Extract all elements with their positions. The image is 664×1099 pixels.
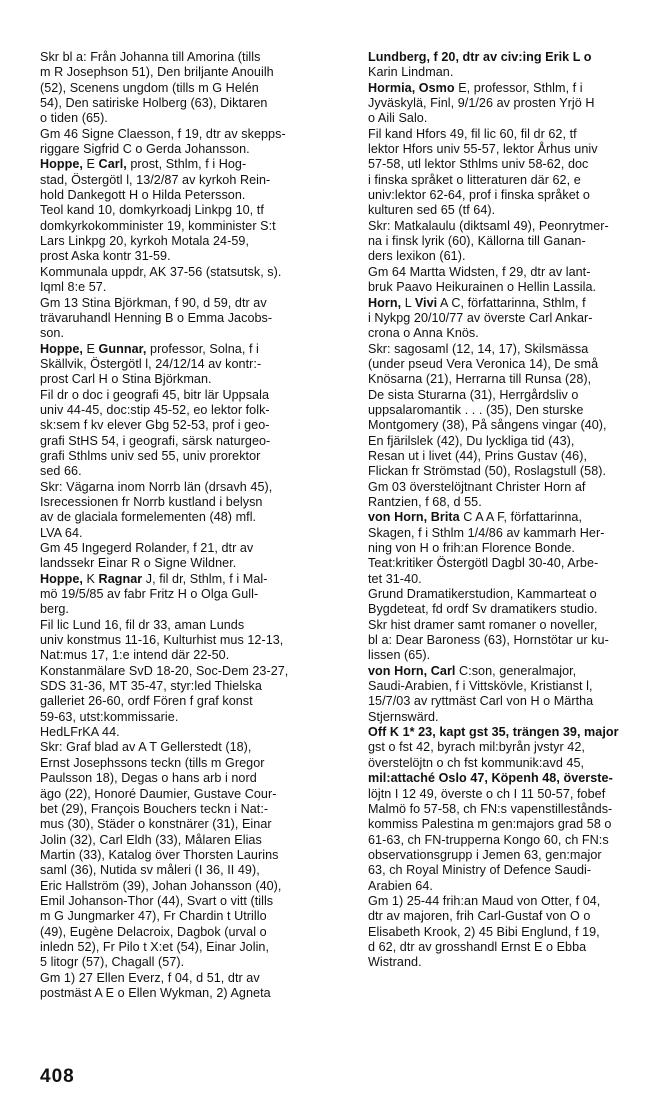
right-column-text-line (368, 648, 660, 663)
right-column-text-line (368, 863, 660, 878)
text-segment: Gm 1) 27 Ellen Everz, f 04, d 51, dtr av (40, 970, 260, 985)
text-segment: o Aili Salo. (368, 111, 428, 126)
text-segment: mus (30), Städer o konstnärer (31), Einar (40, 817, 272, 832)
left-column-text-line (40, 740, 350, 755)
text-segment: Emil Johanson-Thor (44), Svart o vitt (tills (40, 893, 274, 908)
text-segment: Skr: Vägarna inom Norrb län (drsavh 45), (40, 479, 273, 494)
left-column-text-line (40, 127, 350, 142)
text-segment: Montgomery (38), På sångens vingar (40), (368, 418, 607, 433)
right-column (368, 50, 660, 971)
right-column-text-line (368, 50, 660, 65)
right-column-text-line (368, 817, 660, 832)
left-column-text-line (40, 986, 350, 1001)
left-column-text-line (40, 142, 350, 157)
text-segment: ders lexikon (61). (368, 249, 466, 264)
left-column-text-line (40, 96, 350, 111)
left-column-text-line (40, 909, 350, 924)
right-column-text-line (368, 771, 660, 786)
text-segment: tet 31-40. (368, 571, 422, 586)
text-segment: Gm 45 Ingegerd Rolander, f 21, dtr av (40, 541, 254, 555)
text-segment: Fil lic Lund 16, fil dr 33, aman Lunds (40, 617, 245, 632)
bold-text-segment: Vivi (414, 295, 438, 310)
text-segment: SDS 31-36, MT 35-47, styr:led Thielska (40, 679, 262, 694)
right-column-text-line (368, 694, 660, 709)
text-segment: Skr bl a: Från Johanna till Amorina (tills (40, 50, 261, 64)
right-column-text-line (368, 311, 660, 326)
text-segment: 63, ch Royal Ministry of Defence Saudi- (368, 863, 592, 878)
text-segment: Kommunala uppdr, AK 37-56 (statsutsk, s). (40, 264, 282, 279)
bold-text-segment: Hoppe, (40, 571, 83, 586)
bold-text-segment: Hormia, Osmo (368, 80, 455, 95)
text-segment: 57-58, utl lektor Sthlms univ 58-62, doc (368, 157, 589, 172)
left-column-text-line (40, 664, 350, 679)
right-column-text-line (368, 802, 660, 817)
left-column-text-line (40, 787, 350, 802)
text-segment: gst o fst 42, byrach mil:byrån jvstyr 42, (368, 740, 585, 755)
text-segment: Elisabeth Krook, 2) 45 Bibi Englund, f 19, (368, 924, 600, 939)
left-column-text-line (40, 357, 350, 372)
text-segment: Konstanmälare SvD 18-20, Soc-Dem 23-27, (40, 663, 289, 678)
text-segment: Saudi-Arabien, f i Vittskövle, Kristianst l, (368, 679, 593, 694)
text-segment: K (82, 571, 99, 586)
text-segment: kommiss Palestina m gen:majors grad 58 o (368, 817, 612, 832)
text-segment: av de glaciala formelementen (48) mfl. (40, 510, 257, 525)
left-column-text-line (40, 203, 350, 218)
text-segment: ning von H o frih:an Florence Bonde. (368, 541, 575, 555)
text-segment: Skr: sagosaml (12, 14, 17), Skilsmässa (368, 341, 589, 356)
left-column (40, 50, 350, 1001)
right-column-text-line (368, 249, 660, 264)
right-column-text-line (368, 127, 660, 142)
text-segment: En fjärilslek (42), Du lyckliga tid (43), (368, 433, 575, 448)
right-column-text-line (368, 96, 660, 111)
right-column-text-line (368, 740, 660, 755)
text-segment: Fil kand Hfors 49, fil lic 60, fil dr 62, tf (368, 126, 577, 141)
right-column-text-line (368, 602, 660, 617)
left-column-text-line (40, 526, 350, 541)
right-column-text-line (368, 633, 660, 648)
left-column-text-line (40, 879, 350, 894)
text-segment: Eric Hallström (39), Johan Johansson (40), (40, 878, 282, 893)
text-segment: Malmö fo 57-58, ch FN:s vapenstillestånds- (368, 801, 613, 816)
left-column-text-line (40, 771, 350, 786)
right-column-text-line (368, 449, 660, 464)
right-column-text-line (368, 909, 660, 924)
bold-text-segment: Hoppe, (40, 341, 83, 356)
text-segment: L (401, 295, 415, 310)
right-column-text-line (368, 388, 660, 403)
left-column-text-line (40, 679, 350, 694)
text-segment: son. (40, 326, 65, 341)
text-segment: berg. (40, 602, 69, 617)
text-segment: Ernst Josephssons teckn (tills m Gregor (40, 755, 265, 770)
right-column-text-line (368, 296, 660, 311)
text-segment: sed 66. (40, 464, 82, 479)
text-segment: 5 litogr (57), Chagall (57). (40, 955, 185, 970)
right-column-text-line (368, 925, 660, 940)
text-segment: Teat:kritiker Östergötl Dagbl 30-40, Arbe- (368, 556, 599, 571)
text-segment: Lars Linkpg 20, kyrkoh Motala 24-59, (40, 234, 250, 249)
text-segment: Skagen, f i Sthlm 1/4/86 av kammarh Her- (368, 525, 605, 540)
text-segment: E (82, 341, 99, 356)
text-segment: Skr: Graf blad av A T Gellerstedt (18), (40, 740, 252, 755)
bold-text-segment: mil:attaché Oslo 47, Köpenh 48, överste- (368, 771, 613, 786)
text-segment: Fil dr o doc i geografi 45, bitr lär Uppsala (40, 387, 269, 402)
left-column-text-line (40, 157, 350, 172)
text-segment: Martin (33), Katalog över Thorsten Laurins (40, 847, 279, 862)
text-segment: grafi Sthlms univ sed 55, univ prorektor (40, 448, 261, 463)
right-column-text-line (368, 664, 660, 679)
right-column-text-line (368, 710, 660, 725)
right-column-text-line (368, 940, 660, 955)
text-segment: prost Carl H o Stina Björkman. (40, 372, 212, 387)
text-segment: landssekr Einar R o Signe Wildner. (40, 556, 237, 571)
left-column-text-line (40, 602, 350, 617)
right-column-text-line (368, 111, 660, 126)
left-column-text-line (40, 81, 350, 96)
bold-text-segment: Lundberg, f 20, dtr av civ:ing Erik L o (368, 50, 592, 64)
left-column-text-line (40, 572, 350, 587)
text-segment: Stjernswärd. (368, 709, 439, 724)
text-segment: Karin Lindman. (368, 65, 454, 80)
text-segment: C:son, generalmajor, (455, 663, 577, 678)
left-column-text-line (40, 756, 350, 771)
text-segment: professor, Solna, f i (146, 341, 259, 356)
text-segment: Skr hist dramer samt romaner o noveller, (368, 617, 598, 632)
text-segment: univ konstmus 11-16, Kulturhist mus 12-13, (40, 633, 284, 648)
right-column-text-line (368, 879, 660, 894)
right-column-text-line (368, 403, 660, 418)
page-number: 408 (40, 1066, 75, 1087)
text-segment: prost Aska kontr 31-59. (40, 249, 171, 264)
text-segment: Iqml 8:e 57. (40, 280, 107, 295)
right-column-text-line (368, 342, 660, 357)
text-segment: bruk Paavo Heikurainen o Hellin Lassila. (368, 280, 597, 295)
text-segment: bl a: Dear Baroness (63), Hornstötar ur ku- (368, 633, 609, 648)
text-segment: Grund Dramatikerstudion, Kammarteat o (368, 587, 597, 602)
text-segment: Bygdeteat, fd ordf Sv dramatikers studio. (368, 602, 598, 617)
right-column-text-line (368, 372, 660, 387)
text-segment: De sista Sturarna (31), Herrgårdsliv o (368, 387, 579, 402)
text-segment: 15/7/03 av ryttmäst Carl von H o Märtha (368, 694, 594, 709)
text-segment: (49), Eugène Delacroix, Dagbok (urval o (40, 924, 267, 939)
text-segment: grafi StHS 54, i geografi, särsk naturgeo- (40, 433, 271, 448)
text-segment: saml (36), Nutida sv måleri (I 36, II 49), (40, 863, 260, 878)
bold-text-segment: Hoppe, (40, 157, 83, 172)
text-segment: 61-63, ch FN-trupperna Kongo 60, ch FN:s (368, 832, 609, 847)
text-segment: A C, författarinna, Sthlm, f (437, 295, 586, 310)
text-segment: (52), Scenens ungdom (tills m G Helén (40, 80, 259, 95)
text-segment: sk:sem f kv elever Gbg 52-53, prof i geo- (40, 418, 270, 433)
left-column-text-line (40, 817, 350, 832)
right-column-text-line (368, 434, 660, 449)
text-segment: domkyrkokomminister 19, komminister S:t (40, 218, 276, 233)
left-column-text-line (40, 188, 350, 203)
text-segment: bet (29), François Bouchers teckn i Nat:- (40, 801, 269, 816)
left-column-text-line (40, 925, 350, 940)
left-column-text-line (40, 618, 350, 633)
text-segment: riggare Sigfrid C o Gerda Johansson. (40, 142, 250, 157)
text-segment: observationsgrupp i Jemen 63, gen:major (368, 847, 602, 862)
right-column-text-line (368, 541, 660, 556)
text-segment: Wistrand. (368, 955, 422, 970)
text-segment: univ 44-45, doc:stip 45-52, eo lektor folk- (40, 402, 270, 417)
right-column-text-line (368, 142, 660, 157)
bold-text-segment: Off K 1* 23, kapt gst 35, trängen 39, major (368, 725, 619, 740)
right-column-text-line (368, 510, 660, 525)
text-segment: hold Dankegott H o Hilda Petersson. (40, 188, 246, 203)
text-segment: ägo (22), Honoré Daumier, Gustave Cour- (40, 786, 277, 801)
left-column-text-line (40, 863, 350, 878)
text-segment: Paulsson 18), Degas o hans arb i nord (40, 771, 257, 786)
text-segment: crona o Anna Knös. (368, 326, 479, 341)
right-column-text-line (368, 188, 660, 203)
right-column-text-line (368, 81, 660, 96)
right-column-text-line (368, 848, 660, 863)
text-segment: Nat:mus 17, 1:e intend där 22-50. (40, 648, 230, 663)
right-column-text-line (368, 587, 660, 602)
left-column-text-line (40, 234, 350, 249)
left-column-text-line (40, 265, 350, 280)
right-column-text-line (368, 572, 660, 587)
left-column-text-line (40, 418, 350, 433)
left-column-text-line (40, 280, 350, 295)
left-column-text-line (40, 587, 350, 602)
text-segment: dtr av majoren, frih Carl-Gustaf von O o (368, 909, 591, 924)
bold-text-segment: von Horn, Brita (368, 510, 460, 525)
left-column-text-line (40, 848, 350, 863)
text-segment: (under pseud Vera Veronica 14), De små (368, 356, 599, 371)
text-segment: J, fil dr, Sthlm, f i Mal- (142, 571, 268, 586)
left-column-text-line (40, 372, 350, 387)
right-column-text-line (368, 265, 660, 280)
left-column-text-line (40, 725, 350, 740)
text-segment: Skr: Matkalaulu (diktsaml 49), Peonrytmer- (368, 218, 609, 233)
right-column-text-line (368, 357, 660, 372)
right-column-text-line (368, 725, 660, 740)
right-column-text-line (368, 280, 660, 295)
right-column-text-line (368, 833, 660, 848)
left-column-text-line (40, 173, 350, 188)
left-column-text-line (40, 296, 350, 311)
text-segment: 54), Den satiriske Holberg (63), Diktaren (40, 96, 268, 111)
left-column-text-line (40, 50, 350, 65)
right-column-text-line (368, 526, 660, 541)
text-segment: Resan ut i livet (44), Prins Gustav (46), (368, 448, 588, 463)
text-segment: stad, Östergötl l, 13/2/87 av kyrkoh Rein- (40, 172, 271, 187)
left-column-text-line (40, 480, 350, 495)
text-segment: uppsalaromantik . . . (35), Den sturske (368, 402, 584, 417)
right-column-text-line (368, 618, 660, 633)
left-column-text-line (40, 403, 350, 418)
left-column-text-line (40, 802, 350, 817)
right-column-text-line (368, 234, 660, 249)
text-segment: 59-63, utst:kommissarie. (40, 709, 179, 724)
text-segment: prost, Sthlm, f i Hog- (126, 157, 247, 172)
left-column-text-line (40, 648, 350, 663)
text-segment: Flickan fr Strömstad (50), Roslagstull (58). (368, 464, 607, 479)
right-column-text-line (368, 326, 660, 341)
text-segment: LVA 64. (40, 525, 83, 540)
text-segment: Rantzien, f 68, d 55. (368, 494, 482, 509)
right-column-text-line (368, 157, 660, 172)
text-segment: inledn 52), Fr Pilo t X:et (54), Einar Jolin, (40, 939, 270, 954)
left-column-text-line (40, 219, 350, 234)
left-column-text-line (40, 510, 350, 525)
left-column-text-line (40, 541, 350, 556)
right-column-text-line (368, 464, 660, 479)
right-column-text-line (368, 203, 660, 218)
text-segment: Gm 64 Martta Widsten, f 29, dtr av lant- (368, 264, 591, 279)
bold-text-segment: von Horn, Carl (368, 663, 456, 678)
right-column-text-line (368, 65, 660, 80)
text-segment: d 62, dtr av grosshandl Ernst E o Ebba (368, 939, 587, 954)
bold-text-segment: Horn, (368, 295, 402, 310)
text-segment: HedLFrKA 44. (40, 725, 120, 740)
text-segment: postmäst A E o Ellen Wykman, 2) Agneta (40, 985, 271, 1000)
text-segment: m R Josephson 51), Den briljante Anouilh (40, 65, 274, 80)
text-segment: univ:lektor 62-64, prof i finska språket o (368, 188, 590, 203)
right-column-text-line (368, 679, 660, 694)
left-column-text-line (40, 434, 350, 449)
left-column-text-line (40, 449, 350, 464)
text-segment: Jyväskylä, Finl, 9/1/26 av prosten Yrjö H (368, 96, 595, 111)
left-column-text-line (40, 464, 350, 479)
text-segment: löjtn I 12 49, överste o ch I 11 50-57, fobef (368, 786, 606, 801)
right-column-text-line (368, 173, 660, 188)
right-column-text-line (368, 756, 660, 771)
text-segment: galleriet 26-60, ordf Fören f graf konst (40, 694, 253, 709)
bold-text-segment: Ragnar (98, 571, 143, 586)
left-column-text-line (40, 894, 350, 909)
bold-text-segment: Gunnar, (98, 341, 147, 356)
text-segment: Gm 13 Stina Björkman, f 90, d 59, dtr av (40, 295, 267, 310)
text-segment: C A A F, författarinna, (459, 510, 583, 525)
text-segment: Gm 03 överstelöjtnant Christer Horn af (368, 479, 586, 494)
text-segment: Knösarna (21), Herrarna till Runsa (28), (368, 372, 592, 387)
text-segment: lissen (65). (368, 648, 431, 663)
left-column-text-line (40, 710, 350, 725)
left-column-text-line (40, 111, 350, 126)
text-segment: i Nykpg 20/10/77 av överste Carl Ankar- (368, 310, 593, 325)
right-column-text-line (368, 418, 660, 433)
text-segment: Skällvik, Östergötl l, 24/12/14 av kontr:- (40, 356, 262, 371)
right-column-text-line (368, 480, 660, 495)
text-segment: i finska språket o litteraturen där 62, e (368, 172, 581, 187)
right-column-text-line (368, 495, 660, 510)
left-column-text-line (40, 495, 350, 510)
text-segment: lektor Hfors univ 55-57, lektor Århus univ (368, 142, 598, 157)
right-column-text-line (368, 556, 660, 571)
text-segment: E, professor, Sthlm, f i (454, 80, 583, 95)
text-segment: m G Jungmarker 47), Fr Chardin t Utrillo (40, 909, 267, 924)
left-column-text-line (40, 833, 350, 848)
left-column-text-line (40, 633, 350, 648)
text-segment: trävaruhandl Henning B o Emma Jacobs- (40, 310, 273, 325)
left-column-text-line (40, 955, 350, 970)
left-column-text-line (40, 971, 350, 986)
left-column-text-line (40, 694, 350, 709)
left-column-text-line (40, 556, 350, 571)
left-column-text-line (40, 249, 350, 264)
text-segment: Isrecessionen fr Norrb kustland i belysn (40, 494, 263, 509)
text-segment: Jolin (32), Carl Eldh (33), Målaren Elias (40, 832, 262, 847)
text-segment: o tiden (65). (40, 111, 108, 126)
left-column-text-line (40, 326, 350, 341)
text-segment: Gm 1) 25-44 frih:an Maud von Otter, f 04, (368, 893, 601, 908)
right-column-text-line (368, 787, 660, 802)
right-column-text-line (368, 219, 660, 234)
text-segment: Teol kand 10, domkyrkoadj Linkpg 10, tf (40, 203, 264, 218)
text-segment: na i finsk lyrik (60), Källorna till Ganan- (368, 234, 586, 249)
text-segment: E (82, 157, 99, 172)
text-segment: Arabien 64. (368, 878, 433, 893)
text-segment: kulturen sed 65 (tf 64). (368, 203, 496, 218)
right-column-text-line (368, 955, 660, 970)
right-column-text-line (368, 894, 660, 909)
text-segment: överstelöjtn o ch fst kommunik:avd 45, (368, 755, 585, 770)
text-segment: mö 19/5/85 av fabr Fritz H o Olga Gull- (40, 587, 259, 602)
left-column-text-line (40, 65, 350, 80)
left-column-text-line (40, 311, 350, 326)
bold-text-segment: Carl, (98, 157, 127, 172)
text-segment: Gm 46 Signe Claesson, f 19, dtr av skepps- (40, 126, 286, 141)
left-column-text-line (40, 940, 350, 955)
left-column-text-line (40, 388, 350, 403)
left-column-text-line (40, 342, 350, 357)
